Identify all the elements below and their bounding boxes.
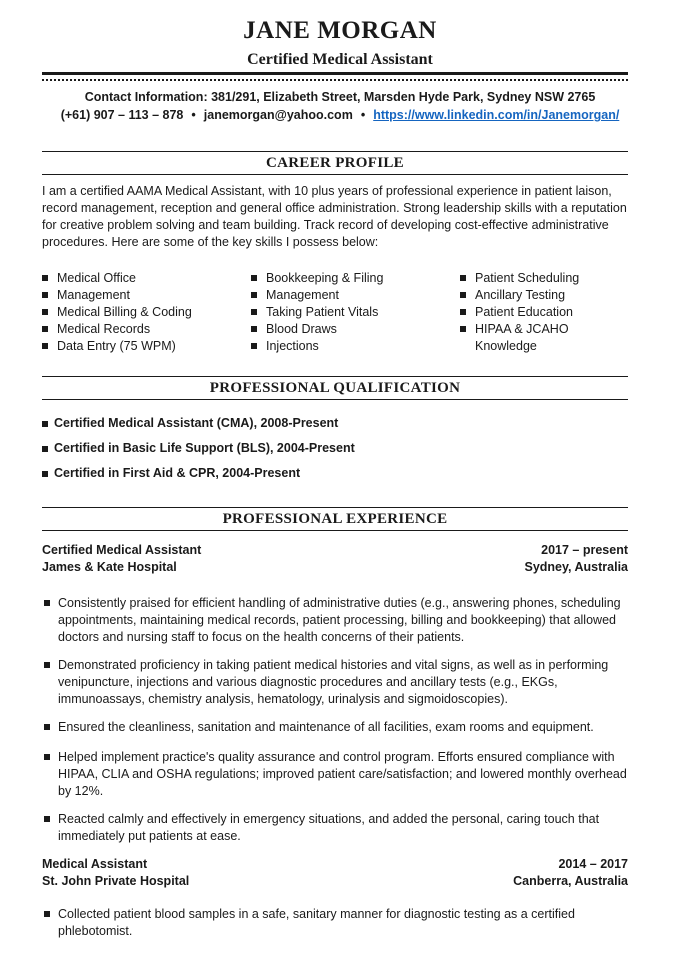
skills-column-1 (42, 270, 242, 355)
job-employer: St. John Private Hospital (42, 874, 190, 888)
bullet-separator: • (191, 108, 196, 122)
square-bullet-icon (460, 292, 466, 298)
contact-email[interactable]: janemorgan@yahoo.com (203, 108, 353, 122)
skill-item: Taking Patient Vitals (251, 304, 451, 321)
square-bullet-icon (42, 275, 48, 281)
header-divider-dotted (42, 79, 628, 81)
square-bullet-icon (251, 343, 257, 349)
job-location: Sydney, Australia (524, 560, 628, 574)
square-bullet-icon (42, 292, 48, 298)
skill-item: Patient Scheduling (460, 270, 620, 287)
skill-item: Medical Office (42, 270, 242, 287)
skill-item: Medical Records (42, 321, 242, 338)
job-bullet: Ensured the cleanliness, sanitation and maintenance of all facilities, exam rooms and equipment. (42, 719, 632, 736)
section-heading-qualification: PROFESSIONAL QUALIFICATION (42, 376, 628, 400)
linkedin-link[interactable]: https://www.linkedin.com/in/Janemorgan/ (373, 108, 620, 122)
skill-item: Management (251, 287, 451, 304)
square-bullet-icon (42, 326, 48, 332)
section-heading-career-profile: CAREER PROFILE (42, 151, 628, 175)
job-1-employer-line (42, 560, 628, 577)
square-bullet-icon (42, 309, 48, 315)
square-bullet-icon (251, 326, 257, 332)
square-bullet-icon (44, 724, 50, 730)
header-divider-solid (42, 72, 628, 75)
job-location: Canberra, Australia (513, 874, 628, 888)
job-role: Medical Assistant (42, 857, 148, 871)
job-role: Certified Medical Assistant (42, 543, 202, 557)
skill-item: Data Entry (75 WPM) (42, 338, 242, 355)
job-bullet: Demonstrated proficiency in taking patient medical histories and vital signs, as well as in performing venipuncture, injections and various diagnostic procedures and ancillary tests (e.g., EKGs, immunoassays, chemistry analysis, hematology, urinalysis and sigmoidoscopies). (42, 657, 632, 708)
square-bullet-icon (42, 421, 48, 427)
square-bullet-icon (251, 275, 257, 281)
skills-column-3 (460, 270, 620, 355)
qualification-item: Certified in First Aid & CPR, 2004-Present (42, 466, 300, 480)
skill-item: HIPAA & JCAHO Knowledge (460, 321, 585, 355)
skill-item: Injections (251, 338, 451, 355)
square-bullet-icon (44, 911, 50, 917)
square-bullet-icon (44, 600, 50, 606)
square-bullet-icon (44, 754, 50, 760)
candidate-name: JANE MORGAN (243, 17, 437, 44)
skill-item: Management (42, 287, 242, 304)
job-dates: 2017 – present (541, 543, 628, 557)
skill-item: Blood Draws (251, 321, 451, 338)
qualification-item: Certified in Basic Life Support (BLS), 2004-Present (42, 441, 355, 455)
square-bullet-icon (42, 343, 48, 349)
contact-address: Contact Information: 381/291, Elizabeth Street, Marsden Hyde Park, Sydney NSW 2765 (84, 90, 596, 104)
skill-item: Ancillary Testing (460, 287, 620, 304)
square-bullet-icon (460, 275, 466, 281)
section-heading-experience: PROFESSIONAL EXPERIENCE (42, 507, 628, 531)
skill-item: Bookkeeping & Filing (251, 270, 451, 287)
square-bullet-icon (251, 309, 257, 315)
square-bullet-icon (42, 446, 48, 452)
skill-item: Medical Billing & Coding (42, 304, 242, 321)
square-bullet-icon (460, 326, 466, 332)
job-employer: James & Kate Hospital (42, 560, 177, 574)
contact-details (0, 108, 680, 122)
skills-column-2 (251, 270, 451, 355)
job-bullet: Reacted calmly and effectively in emergency situations, and added the personal, caring touch that immediately put patients at ease. (42, 811, 632, 845)
bullet-separator: • (360, 108, 366, 122)
square-bullet-icon (42, 471, 48, 477)
job-1-role-line (42, 543, 628, 560)
job-bullet: Consistently praised for efficient handling of administrative duties (e.g., answering phones, scheduling appointments, maintaining medical records, patient processing, billing and bookkeeping) that allowed doctors and nursing staff to focus on the health concerns of their patients. (42, 595, 632, 646)
job-dates: 2014 – 2017 (558, 857, 628, 871)
square-bullet-icon (251, 292, 257, 298)
job-2-employer-line (42, 874, 628, 891)
qualification-item: Certified Medical Assistant (CMA), 2008-Present (42, 416, 338, 430)
career-summary: I am a certified AAMA Medical Assistant, with 10 plus years of professional experience in patient laison, record management, reception and general office administration. Strong leadership skills with a reputation for creative problem solving and team building. Track record of developing cost-effective administrative procedures. Here are some of the key skills I possess below: (42, 184, 627, 249)
job-bullet: Helped implement practice's quality assurance and control program. Efforts ensured compliance with HIPAA, CLIA and OSHA regulations; improved patient care/satisfaction; and lowered monthly overhead by 12%. (42, 749, 632, 800)
candidate-title: Certified Medical Assistant (247, 51, 433, 68)
job-bullet: Collected patient blood samples in a safe, sanitary manner for diagnostic testing as a certified phlebotomist. (42, 906, 632, 940)
contact-phone: (+61) 907 – 113 – 878 (60, 108, 184, 122)
job-2-role-line (42, 857, 628, 874)
skill-item: Patient Education (460, 304, 620, 321)
square-bullet-icon (44, 662, 50, 668)
square-bullet-icon (460, 309, 466, 315)
square-bullet-icon (44, 816, 50, 822)
